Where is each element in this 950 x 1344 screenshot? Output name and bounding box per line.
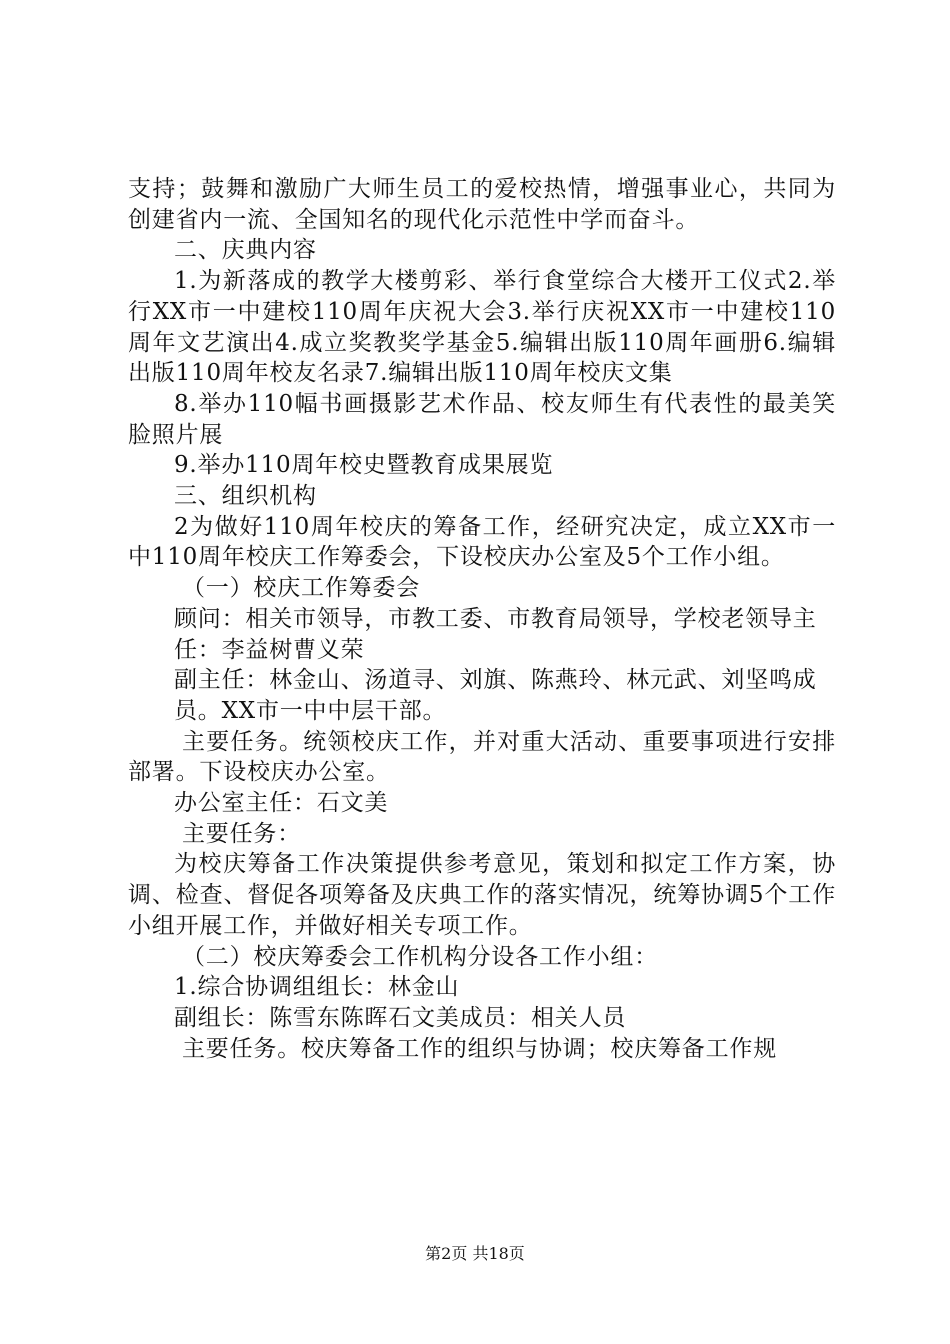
page-number-label: 第2页 共18页 (425, 1244, 525, 1263)
paragraph: 主要任务： (182, 820, 301, 847)
section-heading: 二、庆典内容 (174, 237, 317, 264)
paragraph: 1.综合协调组组长：林金山 (174, 974, 460, 1001)
page-footer (0, 1244, 950, 1264)
document-body (128, 174, 836, 1064)
paragraph: 2为做好110周年校庆的筹备工作，经研究决定，成立XX市一中110周年校庆工作筹委会，下设校庆办公室及5个工作小组。 (128, 513, 836, 571)
paragraph: 1.为新落成的教学大楼剪彩、举行食堂综合大楼开工仪式2.举行XX市一中建校110周年庆祝大会3.举行庆祝XX市一中建校110周年文艺演出4.成立奖教奖学基金5.编辑出版110周年画册6.编辑出版110周年校友名录7.编辑出版110周年校庆文集 (128, 268, 836, 387)
paragraph: 副主任：林金山、汤道寻、刘旗、陈燕玲、林元武、刘坚鸣成 (174, 667, 817, 694)
paragraph: 主要任务。统领校庆工作，并对重大活动、重要事项进行安排部署。下设校庆办公室。 (128, 728, 836, 786)
paragraph: 办公室主任：石文美 (174, 790, 389, 817)
paragraph: 8.举办110幅书画摄影艺术作品、校友师生有代表性的最美笑脸照片展 (128, 390, 836, 448)
paragraph: 为校庆筹备工作决策提供参考意见，策划和拟定工作方案，协调、检查、督促各项筹备及庆典工作的落实情况，统筹协调5个工作小组开展工作，并做好相关专项工作。 (128, 851, 836, 939)
paragraph: 任：李益树曹义荣 (174, 636, 365, 663)
subsection-heading: （一）校庆工作筹委会 (182, 575, 420, 602)
paragraph: 顾问：相关市领导，市教工委、市教育局领导，学校老领导主 (174, 605, 817, 632)
section-heading: 三、组织机构 (174, 483, 317, 510)
paragraph: 支持；鼓舞和激励广大师生员工的爱校热情，增强事业心，共同为创建省内一流、全国知名的现代化示范性中学而奋斗。 (128, 176, 836, 233)
subsection-heading: （二）校庆筹委会工作机构分设各工作小组： (182, 943, 658, 970)
paragraph: 9.举办110周年校史暨教育成果展览 (174, 452, 554, 479)
paragraph: 主要任务。校庆筹备工作的组织与协调；校庆筹备工作规 (182, 1035, 777, 1062)
paragraph: 员。XX市一中中层干部。 (174, 697, 447, 724)
paragraph: 副组长：陈雪东陈晖石文美成员：相关人员 (174, 1004, 627, 1031)
